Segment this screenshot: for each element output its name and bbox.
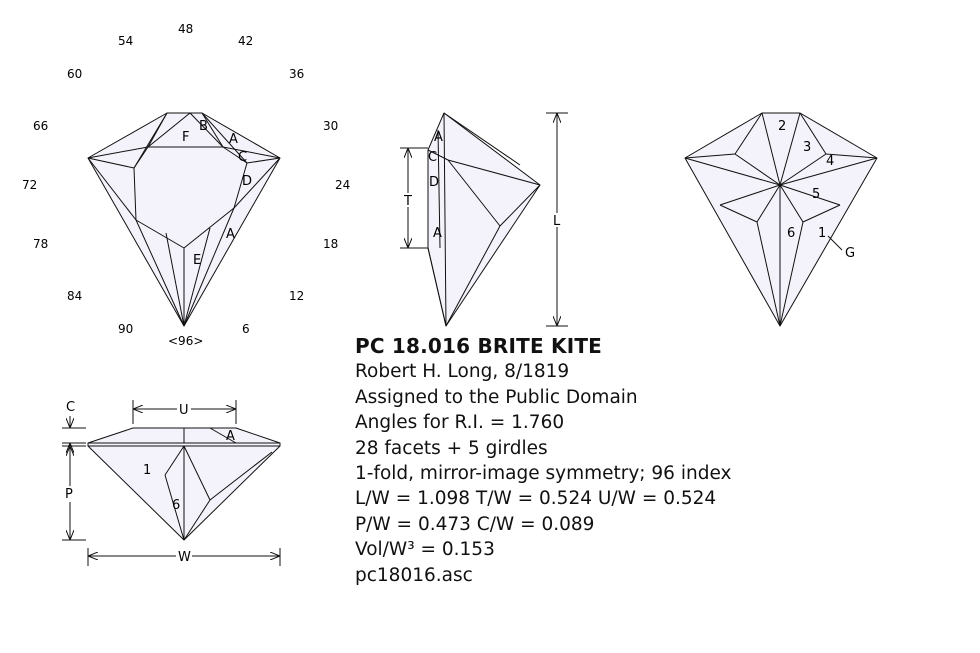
pavilion-label-G: G [845, 246, 856, 261]
design-info-block [355, 334, 731, 588]
design-symmetry: 1-fold, mirror-image symmetry; 96 index [355, 463, 732, 485]
index-6: 6 [242, 322, 250, 336]
profile-label-W: W [178, 550, 191, 565]
crown-label-F: F [182, 130, 190, 145]
profile-label-C: C [66, 400, 76, 415]
design-author: Robert H. Long, 8/1819 [355, 361, 570, 383]
pavilion-view [685, 113, 877, 326]
index-12: 12 [289, 289, 305, 303]
side-label-C: C [428, 150, 438, 165]
pavilion-label-5: 5 [812, 187, 821, 202]
pavilion-outline [685, 113, 877, 326]
pavilion-label-2: 2 [778, 119, 787, 134]
index-42: 42 [238, 34, 254, 48]
design-refractive-index: Angles for R.I. = 1.760 [355, 412, 565, 434]
side-label-D: D [429, 175, 440, 190]
side-label-L: L [553, 214, 561, 229]
index-36: 36 [289, 67, 305, 81]
design-ratios-lw-tw-uw: L/W = 1.098 T/W = 0.524 U/W = 0.524 [355, 488, 717, 510]
crown-label-A2: A [226, 227, 235, 242]
crown-label-E: E [193, 253, 202, 268]
crown-label-D: D [242, 174, 253, 189]
design-facet-count: 28 facets + 5 girdles [355, 437, 548, 459]
design-title: PC 18.016 BRITE KITE [355, 334, 603, 358]
profile-label-A: A [226, 429, 235, 444]
design-license: Assigned to the Public Domain [355, 386, 638, 408]
index-78: 78 [33, 237, 49, 251]
index-24: 24 [335, 178, 351, 192]
side-label-T: T [404, 194, 412, 209]
pavilion-label-6: 6 [787, 226, 796, 241]
index-54: 54 [118, 34, 134, 48]
index-66: 66 [33, 119, 49, 133]
profile-label-1: 1 [143, 463, 152, 478]
design-volume: Vol/W³ = 0.153 [355, 539, 495, 561]
profile-label-6: 6 [172, 498, 181, 513]
profile-label-U: U [179, 403, 189, 418]
index-48: 48 [178, 22, 194, 36]
design-filename: pc18016.asc [355, 564, 473, 586]
crown-label-B: B [199, 119, 208, 134]
index-90: 90 [118, 322, 134, 336]
pavilion-label-3: 3 [803, 140, 812, 155]
index-72: 72 [22, 178, 38, 192]
side-label-A-top: A [434, 130, 443, 145]
index-30: 30 [323, 119, 339, 133]
index-96: <96> [168, 334, 204, 348]
profile-label-P: P [65, 487, 73, 502]
crown-label-A1: A [229, 132, 238, 147]
pavilion-label-4: 4 [826, 154, 835, 169]
side-view [428, 113, 540, 326]
pavilion-label-1: 1 [818, 226, 827, 241]
crown-label-C: C [238, 150, 248, 165]
index-60: 60 [67, 67, 83, 81]
side-label-A-low: A [433, 226, 442, 241]
index-84: 84 [67, 289, 83, 303]
design-ratios-pw-cw: P/W = 0.473 C/W = 0.089 [355, 513, 595, 535]
profile-view [88, 428, 280, 540]
index-18: 18 [323, 237, 339, 251]
